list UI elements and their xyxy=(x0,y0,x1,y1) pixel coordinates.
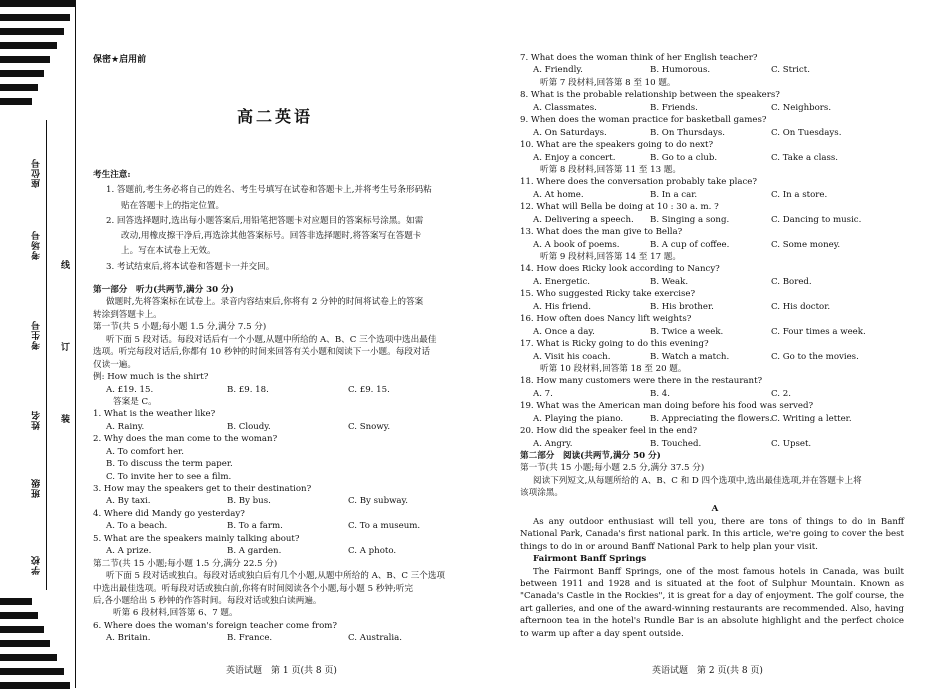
exam-room-label: 考场号 xyxy=(32,230,42,260)
option-b: B. To a farm. xyxy=(227,521,283,532)
material-7-note: 听第 7 段材料,回答第 8 至 10 题。 xyxy=(540,77,676,88)
option-b: B. Friends. xyxy=(650,102,698,113)
question-8: 8. What is the probable relationship between the speakers? xyxy=(520,90,780,101)
part2-section1-heading: 第一节(共 15 小题;每小题 2.5 分,满分 37.5 分) xyxy=(520,463,705,474)
question-15: 15. Who suggested Ricky take exercise? xyxy=(520,289,696,300)
question-11: 11. Where does the conversation probably take place? xyxy=(520,177,757,188)
part2-section1-intro: 该项涂黑。 xyxy=(520,488,563,499)
option-a: A. 7. xyxy=(533,388,553,399)
option-c: C. Some money. xyxy=(771,239,841,250)
question-9-options xyxy=(520,127,910,139)
option-c: C. Neighbors. xyxy=(771,102,832,113)
question-9: 9. When does the woman practice for basketball games? xyxy=(520,115,767,126)
section2-intro: 后,各小题给出 5 秒钟的作答时间。每段对话或独白读两遍。 xyxy=(93,595,322,606)
option-b: B. Cloudy. xyxy=(227,421,271,432)
binding-line xyxy=(75,0,76,688)
option-c: C. A photo. xyxy=(348,546,397,557)
section1-intro: 选项。听完每段对话后,你都有 10 秒钟的时间来回答有关小题和阅读下一小题。每段对话 xyxy=(93,347,431,358)
question-14-options xyxy=(520,276,910,288)
question-16: 16. How often does Nancy lift weights? xyxy=(520,314,692,325)
field-line xyxy=(46,120,47,590)
question-3: 3. How may the speakers get to their destination? xyxy=(93,484,312,494)
option-b: B. Appreciating the flowers. xyxy=(650,413,773,424)
note-line: 上。写在本试卷上无效。 xyxy=(121,246,216,257)
option-c: C. On Tuesdays. xyxy=(771,127,842,138)
name-label: 姓名 xyxy=(32,410,42,430)
question-7: 7. What does the woman think of her English teacher? xyxy=(520,53,758,63)
option-c: C. Four times a week. xyxy=(771,326,866,337)
seat-number-label: 座位号 xyxy=(32,158,42,188)
margin-stripe xyxy=(0,598,32,605)
passage-body: The Fairmont Banff Springs, one of the most famous hotels in Canada, was built between 1911 and 1928 and is situated at the foot of Sulphur Mountain. Known as "Canada's Castle in the Rockies", it is great for a day of enjoyment. The golf course, the art galleries, and one of the award-winning restaurants are recommended. Also, having afternoon tea in the hotel's Rundle Bar is an absolute highlight and the perfect choice to warm up after a day spent outside. xyxy=(520,566,904,639)
question-6: 6. Where does the woman's foreign teacher come from? xyxy=(93,620,338,631)
option-a: A. Friendly. xyxy=(533,65,583,76)
option-b: B. In a car. xyxy=(650,189,698,200)
option-a: A. A book of poems. xyxy=(533,239,620,250)
section1-intro: 听下面 5 段对话。每段对话后有一个小题,从题中所给的 A、B、C 三个选项中选出最佳 xyxy=(106,334,437,345)
part1-heading: 第一部分 听力(共两节,满分 30 分) xyxy=(93,285,234,295)
footer-page-2: 英语试题 第 2 页(共 8 页) xyxy=(652,666,763,676)
option-c: C. To a museum. xyxy=(348,521,421,532)
question-8-options xyxy=(520,102,910,114)
question-19: 19. What was the American man doing before his food was served? xyxy=(520,401,814,412)
material-8-note: 听第 8 段材料,回答第 11 至 13 题。 xyxy=(540,164,681,175)
question-4: 4. Where did Mandy go yesterday? xyxy=(93,508,245,519)
option-c: C. Writing a letter. xyxy=(771,413,852,424)
margin-stripe xyxy=(0,14,70,21)
option-c: C. Bored. xyxy=(771,276,812,287)
option-c: C. Dancing to music. xyxy=(771,214,862,225)
margin-stripe xyxy=(0,654,57,661)
cut-mark-line: 线 xyxy=(61,261,71,271)
question-2: 2. Why does the man come to the woman? xyxy=(93,434,278,445)
question-1: 1. What is the weather like? xyxy=(93,409,216,420)
section1-heading: 第一节(共 5 小题;每小题 1.5 分,满分 7.5 分) xyxy=(93,322,267,333)
option-b: B. £9. 18. xyxy=(227,384,269,395)
option-a: A. By taxi. xyxy=(106,496,151,507)
option-b: B. Watch a match. xyxy=(650,351,730,362)
exam-notes xyxy=(93,168,493,275)
question-5-options xyxy=(93,545,485,557)
note-line: 改动,用橡皮擦干净后,再选涂其他答案标号。回答非选择题时,将答案写在答题卡 xyxy=(121,231,422,242)
option-a: A. To comfort her. xyxy=(106,446,184,457)
confidential-label: 保密★启用前 xyxy=(93,55,147,65)
question-17-options xyxy=(520,351,910,363)
option-b: B. Touched. xyxy=(650,438,702,449)
option-a: A. Enjoy a concert. xyxy=(533,152,616,163)
option-b: B. Singing a song. xyxy=(650,214,730,225)
question-13-options xyxy=(520,239,910,251)
right-column xyxy=(520,52,910,640)
margin-stripe xyxy=(0,98,32,105)
question-12-options xyxy=(520,214,910,226)
option-c: C. In a store. xyxy=(771,189,828,200)
option-b: B. Humorous. xyxy=(650,65,711,76)
margin-stripe xyxy=(0,626,44,633)
option-b: B. His brother. xyxy=(650,301,714,312)
question-18: 18. How many customers were there in the restaurant? xyxy=(520,376,763,387)
example-answer: 答案是 C。 xyxy=(113,396,157,407)
margin-stripe xyxy=(0,42,57,49)
example-question: 例: How much is the shirt? xyxy=(93,372,209,383)
footer-page-1: 英语试题 第 1 页(共 8 页) xyxy=(226,666,337,676)
margin-stripe xyxy=(0,56,50,63)
option-b: B. A cup of coffee. xyxy=(650,239,730,250)
option-b: B. By bus. xyxy=(227,496,271,507)
left-column xyxy=(93,284,485,645)
option-c: C. His doctor. xyxy=(771,301,831,312)
option-a: A. On Saturdays. xyxy=(533,127,607,138)
option-a: A. Once a day. xyxy=(533,326,595,337)
question-17: 17. What is Ricky going to do this evening? xyxy=(520,339,709,350)
school-label: 学校 xyxy=(32,555,42,575)
section2-heading: 第二节(共 15 小题;每小题 1.5 分,满分 22.5 分) xyxy=(93,558,278,569)
option-b: B. To discuss the term paper. xyxy=(106,459,233,470)
option-a: A. To a beach. xyxy=(106,521,168,532)
option-a: A. Playing the piano. xyxy=(533,413,624,424)
section2-intro: 听下面 5 段对话或独白。每段对话或独白后有几个小题,从题中所给的 A、B、C 三个选项 xyxy=(106,571,446,582)
part1-intro: 转涂到答题卡上。 xyxy=(93,309,162,320)
option-a: A. His friend. xyxy=(533,301,591,312)
cut-mark-bind: 订 xyxy=(61,343,71,353)
option-a: A. Energetic. xyxy=(533,276,591,287)
question-1-options xyxy=(93,421,485,433)
material-6-note: 听第 6 段材料,回答第 6、7 题。 xyxy=(113,608,238,619)
option-a: A. A prize. xyxy=(106,546,152,557)
option-a: A. At home. xyxy=(533,189,584,200)
option-b: B. Go to a club. xyxy=(650,152,718,163)
option-c: C. By subway. xyxy=(348,496,409,507)
question-4-options xyxy=(93,520,485,532)
option-a: A. Delivering a speech. xyxy=(533,214,634,225)
margin-stripe xyxy=(0,0,76,7)
margin-stripe xyxy=(0,28,64,35)
question-5: 5. What are the speakers mainly talking about? xyxy=(93,533,300,544)
class-label: 班级 xyxy=(32,478,42,498)
passage-subheading: Fairmont Banff Springs xyxy=(533,554,647,565)
question-15-options xyxy=(520,301,910,313)
question-20: 20. How did the speaker feel in the end? xyxy=(520,426,698,437)
option-b: B. A garden. xyxy=(227,546,282,557)
option-b: B. 4. xyxy=(650,388,670,399)
part1-intro: 做题时,先将答案标在试卷上。录音内容结束后,你将有 2 分钟的时间将试卷上的答案 xyxy=(106,297,424,308)
option-c: C. 2. xyxy=(771,388,791,399)
example-options xyxy=(93,384,485,396)
notes-heading: 考生注意: xyxy=(93,170,131,180)
option-c: C. Strict. xyxy=(771,65,810,76)
option-c: C. Snowy. xyxy=(348,421,391,432)
note-line: 1. 答题前,考生务必将自己的姓名、考生号填写在试卷和答题卡上,并将考生号条形码粘 xyxy=(106,185,432,196)
question-7-options xyxy=(520,64,910,76)
option-a: A. Rainy. xyxy=(106,421,145,432)
passage-label: A xyxy=(711,503,719,514)
question-19-options xyxy=(520,413,910,425)
section1-intro: 仅读一遍。 xyxy=(93,359,136,370)
section2-intro: 中选出最佳选项。听每段对话或独白前,你将有时间阅读各个小题,每小题 5 秒钟;听完 xyxy=(93,583,414,594)
material-10-note: 听第 10 段材料,回答第 18 至 20 题。 xyxy=(540,363,687,374)
part2-heading: 第二部分 阅读(共两节,满分 50 分) xyxy=(520,451,661,461)
note-line: 2. 回答选择题时,选出每小题答案后,用铅笔把答题卡对应题目的答案标号涂黑。如需 xyxy=(106,215,424,226)
option-a: A. Angry. xyxy=(533,438,573,449)
question-10: 10. What are the speakers going to do next? xyxy=(520,140,714,151)
option-b: B. Twice a week. xyxy=(650,326,724,337)
question-14: 14. How does Ricky look according to Nancy? xyxy=(520,264,720,275)
option-c: C. Take a class. xyxy=(771,152,839,163)
question-10-options xyxy=(520,152,910,164)
student-id-label: 考生号 xyxy=(32,320,42,350)
option-a: A. £19. 15. xyxy=(106,384,154,395)
option-c: C. Upset. xyxy=(771,438,812,449)
option-b: B. France. xyxy=(227,633,273,644)
margin-stripe xyxy=(0,668,64,675)
margin-stripe xyxy=(0,612,38,619)
question-3-options xyxy=(93,495,485,507)
question-16-options xyxy=(520,326,910,338)
option-c: C. £9. 15. xyxy=(348,384,390,395)
material-9-note: 听第 9 段材料,回答第 14 至 17 题。 xyxy=(540,252,681,262)
question-6-options xyxy=(93,632,485,644)
note-line: 贴在答题卡上的指定位置。 xyxy=(121,200,225,211)
question-13: 13. What does the man give to Bella? xyxy=(520,227,683,238)
margin-stripe xyxy=(0,84,38,91)
passage-intro: As any outdoor enthusiast will tell you, there are tons of things to do in Banff National Park, Canada's first national park. In this article, we're going to cover the best things to do in or around Banff National Park to help plan your visit. xyxy=(520,516,904,552)
option-b: B. Weak. xyxy=(650,276,689,287)
option-b: B. On Thursdays. xyxy=(650,127,726,138)
option-c: C. To invite her to see a film. xyxy=(106,471,232,482)
option-c: C. Australia. xyxy=(348,633,402,644)
question-20-options xyxy=(520,438,910,450)
page-title: 高二英语 xyxy=(236,107,313,126)
question-18-options xyxy=(520,388,910,400)
part2-section1-intro: 阅读下列短文,从每题所给的 A、B、C 和 D 四个选项中,选出最佳选项,并在答题卡上将 xyxy=(533,475,862,486)
note-line: 3. 考试结束后,将本试卷和答题卡一并交回。 xyxy=(106,261,275,272)
margin-stripe xyxy=(0,640,50,647)
option-a: A. Visit his coach. xyxy=(533,351,611,362)
question-11-options xyxy=(520,189,910,201)
option-a: A. Classmates. xyxy=(533,102,597,113)
option-c: C. Go to the movies. xyxy=(771,351,859,362)
option-a: A. Britain. xyxy=(106,633,151,644)
question-12: 12. What will Bella be doing at 10 : 30 a. m. ? xyxy=(520,202,719,213)
cut-mark-pack: 装 xyxy=(61,415,71,425)
margin-stripe xyxy=(0,70,44,77)
